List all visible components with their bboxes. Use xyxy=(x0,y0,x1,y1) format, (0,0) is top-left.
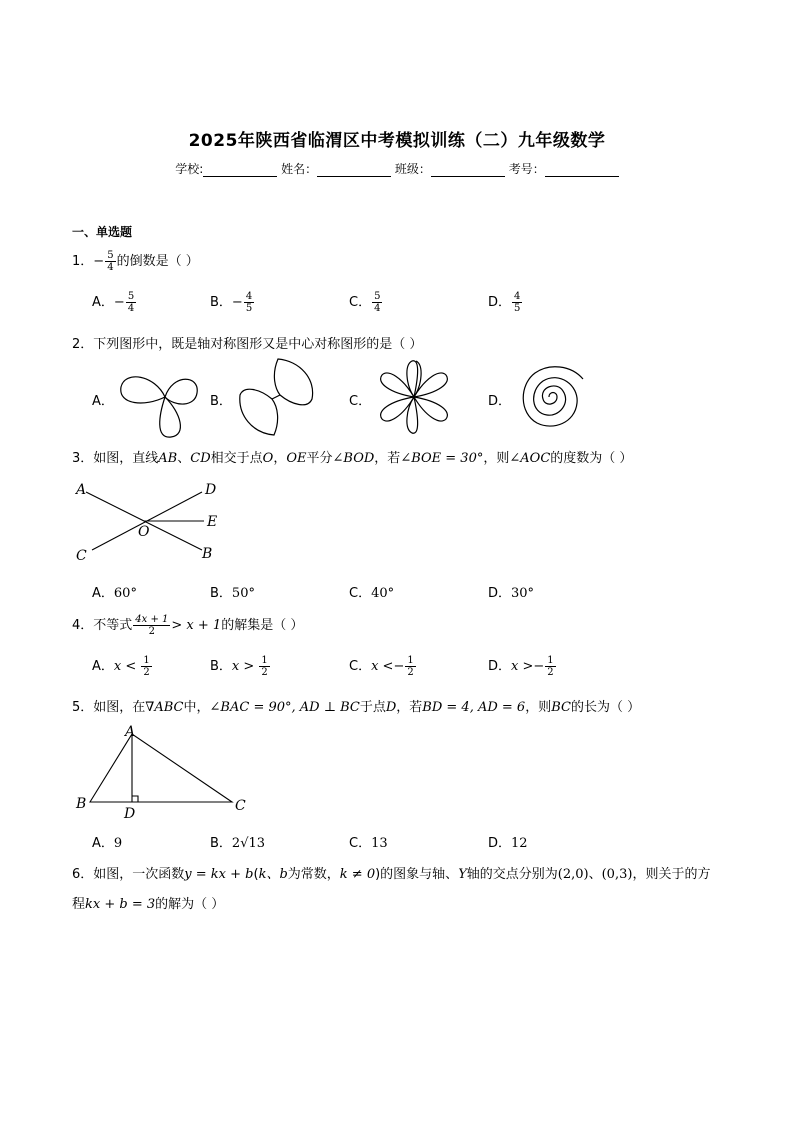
question-3: 3．如图，直线AB、CD相交于点O，OE平分∠BOD，若∠BOE = 30°，则∠AOC的度数为（ ） xyxy=(72,451,633,466)
school-label: 学校: xyxy=(175,162,204,176)
intersecting-lines-figure xyxy=(72,478,232,568)
q2-option-d-label[interactable]: D． xyxy=(488,394,512,409)
three-petal-figure[interactable] xyxy=(115,355,205,440)
q1-option-d[interactable]: D． $\frac{4}{5}$ xyxy=(488,291,521,314)
question-2 xyxy=(72,333,422,352)
question-6-line-1: 6．如图，一次函数y = kx + b(k、b为常数，k ≠ 0)的图象与轴、Y轴的交点分别为(2,0)、(0,3)，则关于的方 xyxy=(72,867,711,882)
label-b: B xyxy=(76,796,87,812)
number-label: 考号： xyxy=(508,162,545,176)
q2-option-c-label[interactable]: C． xyxy=(349,394,372,409)
question-4: 4．不等式 $\frac{4x + 1}{2}$ > x + 1的解集是（ ） xyxy=(72,614,304,637)
name-label: 姓名： xyxy=(281,162,318,176)
fraction: $\frac{4}{5}$ xyxy=(514,291,521,314)
label-d: D xyxy=(205,482,217,498)
label-a: A xyxy=(125,724,136,740)
question-5: 5．如图，在∇ABC中，∠BAC = 90°, AD ⊥ BC于点D，若BD = 4, AD = 6，则BC的长为（ ） xyxy=(72,700,641,715)
two-leaf-figure[interactable] xyxy=(236,355,318,440)
question-stem: 下列图形中，既是轴对称图形又是中心对称图形的是（ ） xyxy=(93,337,423,352)
question-6-line-2: 程kx + b = 3的解为（ ） xyxy=(72,897,225,912)
q3-option-c[interactable]: C．40° xyxy=(349,586,395,601)
student-info-line xyxy=(0,160,794,177)
fraction: $\frac{5}{4}$ xyxy=(127,291,135,314)
right-angle-mark xyxy=(132,796,138,802)
question-stem: 的倒数是（ ） xyxy=(116,254,199,269)
question-number: 1． xyxy=(72,254,94,269)
q1-option-a[interactable]: A．− $\frac{5}{4}$ xyxy=(92,291,135,314)
fraction: $\frac{1}{2}$ xyxy=(547,655,554,678)
question-number: 3． xyxy=(72,451,94,466)
fraction: $\frac{5}{4}$ xyxy=(107,250,114,273)
label-e: E xyxy=(207,514,218,530)
q2-option-a-label[interactable]: A． xyxy=(92,394,114,409)
label-o: O xyxy=(138,524,150,540)
label-c: C xyxy=(76,548,87,564)
q4-option-b[interactable]: B．x > $\frac{1}{2}$ xyxy=(210,655,268,678)
fraction: $\frac{4x + 1}{2}$ xyxy=(135,614,169,637)
q4-option-a[interactable]: A．x < $\frac{1}{2}$ xyxy=(92,655,150,678)
q4-option-d[interactable]: D．x >− $\frac{1}{2}$ xyxy=(488,655,554,678)
q1-option-b[interactable]: B．− $\frac{4}{5}$ xyxy=(210,291,253,314)
school-blank[interactable] xyxy=(203,164,277,177)
q4-option-c[interactable]: C．x <− $\frac{1}{2}$ xyxy=(349,655,414,678)
question-number: 5． xyxy=(72,700,94,715)
question-1 xyxy=(72,250,199,273)
spiral-figure[interactable] xyxy=(509,355,593,439)
q2-option-b-label[interactable]: B． xyxy=(210,394,232,409)
q5-option-d[interactable]: D．12 xyxy=(488,836,528,851)
four-leaf-figure[interactable] xyxy=(372,355,456,439)
q5-option-b[interactable]: B．2√13 xyxy=(210,836,266,851)
label-b: B xyxy=(202,546,213,562)
triangle-abc xyxy=(90,734,232,802)
question-number: 6． xyxy=(72,867,94,882)
name-blank[interactable] xyxy=(317,164,391,177)
q5-option-c[interactable]: C．13 xyxy=(349,836,388,851)
right-triangle-figure xyxy=(72,722,257,822)
q1-option-c[interactable]: C． $\frac{5}{4}$ xyxy=(349,291,381,314)
fraction: $\frac{1}{2}$ xyxy=(407,655,414,678)
q3-option-a[interactable]: A．60° xyxy=(92,586,137,601)
minus-sign: − xyxy=(93,254,105,269)
question-number: 2． xyxy=(72,337,94,352)
fraction: $\frac{5}{4}$ xyxy=(374,291,381,314)
section-title: 一、单选题 xyxy=(72,225,133,239)
label-d: D xyxy=(124,806,136,822)
fraction: $\frac{1}{2}$ xyxy=(261,655,268,678)
label-a: A xyxy=(76,482,87,498)
number-blank[interactable] xyxy=(545,164,619,177)
fraction: $\frac{4}{5}$ xyxy=(245,291,253,314)
q5-option-a[interactable]: A．9 xyxy=(92,836,123,851)
q3-option-b[interactable]: B．50° xyxy=(210,586,255,601)
fraction: $\frac{1}{2}$ xyxy=(143,655,150,678)
page-title: 2025年陕西省临渭区中考模拟训练（二）九年级数学 xyxy=(188,131,606,151)
question-number: 4． xyxy=(72,618,94,633)
label-c: C xyxy=(235,798,246,814)
class-blank[interactable] xyxy=(431,164,505,177)
class-label: 班级： xyxy=(394,162,431,176)
q3-option-d[interactable]: D．30° xyxy=(488,586,535,601)
